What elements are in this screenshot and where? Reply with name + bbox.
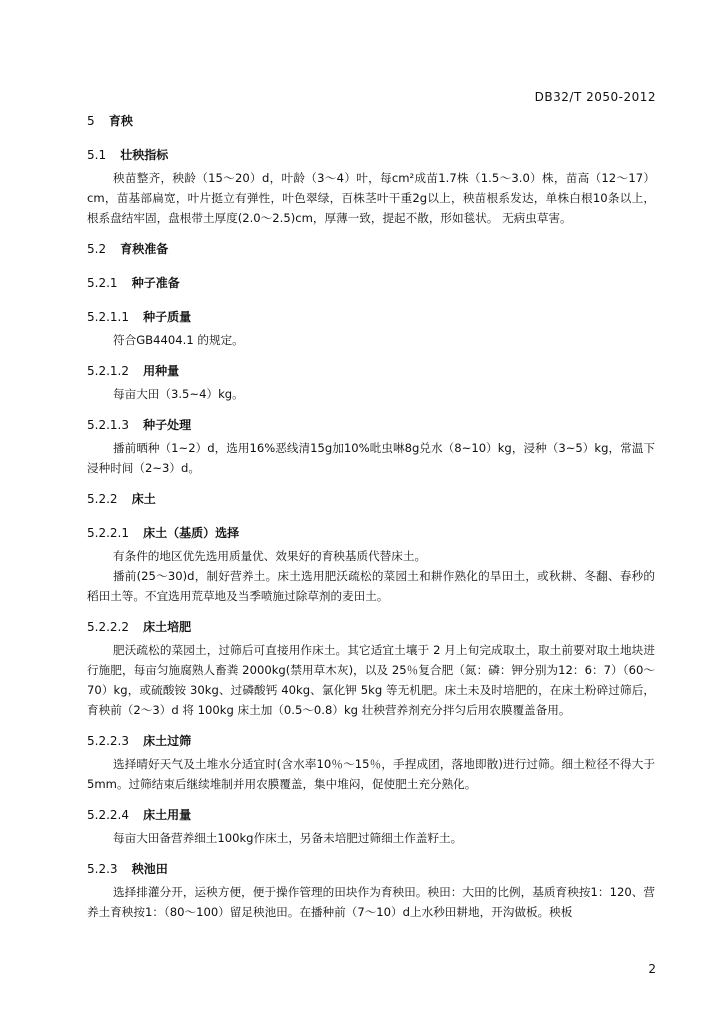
section-5-2-1-1-heading bbox=[87, 308, 655, 330]
section-5-heading bbox=[87, 112, 655, 134]
paragraph: 肥沃疏松的菜园土，过筛后可直接用作床土。其它适宜土壤于 2 月上旬完成取土，取土前要对取土地块进行施肥，每亩匀施腐熟人畜粪 2000kg(禁用草木灰)，以及 25％复合肥（氮：磷：钾分别为12：6：7）（60～70）kg，或硫酸铵 30kg、过磷酸钙 40kg、氯化钾 5kg 等无机肥。床土未及时培肥的，在床土粉碎过筛后，育秧前（2～3）d 将 100kg 床土加（0.5～0.8）kg 壮秧营养剂充分拌匀后用农膜覆盖备用。 bbox=[87, 643, 655, 717]
paragraph: 秧苗整齐，秧龄（15～20）d，叶龄（3～4）叶，每cm²成苗1.7株（1.5～3.0）株，苗高（12～17）cm，苗基部扁宽，叶片挺立有弹性，叶色翠绿，百株茎叶干重2g以上，秧苗根系发达，单株白根10条以上，根系盘结牢固，盘根带土厚度(2.0～2.5)cm，厚薄一致，提起不散，形如毯状。 无病虫草害。 bbox=[87, 171, 655, 225]
section-5-2-heading bbox=[87, 240, 655, 262]
section-title: 秧池田 bbox=[131, 862, 168, 876]
section-number: 5.2 bbox=[87, 242, 107, 256]
section-number: 5.2.2 bbox=[87, 492, 118, 506]
section-5-2-2-heading bbox=[87, 490, 655, 512]
section-number: 5.2.1.3 bbox=[87, 418, 129, 432]
section-title: 床土过筛 bbox=[143, 734, 192, 748]
section-5-2-2-3-heading bbox=[87, 732, 655, 754]
section-number: 5.2.2.1 bbox=[87, 526, 129, 540]
section-title: 床土培肥 bbox=[143, 620, 192, 634]
section-5-2-2-2-heading bbox=[87, 618, 655, 640]
section-title: 育秧 bbox=[108, 114, 133, 128]
paragraph: 播前晒种（1~2）d，选用16%恶线清15g加10%吡虫啉8g兑水（8~10）kg，浸种（3~5）kg，常温下浸种时间（2~3）d。 bbox=[87, 441, 655, 475]
paragraph: 符合GB4404.1 的规定。 bbox=[113, 333, 244, 347]
document-code: DB32/T 2050-2012 bbox=[534, 90, 656, 104]
paragraph: 每亩大田（3.5~4）kg。 bbox=[113, 387, 244, 401]
section-title: 种子质量 bbox=[143, 310, 192, 324]
paragraph: 选择排灌分开，运秧方便，便于操作管理的田块作为育秧田。秧田：大田的比例，基质育秧按1：120、营养土育秧按1：（80～100）留足秧池田。在播种前（7～10）d上水秒田耕地，开沟做板。秧板 bbox=[87, 885, 655, 919]
section-title: 种子准备 bbox=[131, 276, 180, 290]
paragraph: 每亩大田备营养细土100kg作床土，另备未培肥过筛细土作盖籽土。 bbox=[113, 831, 463, 845]
paragraph: 有条件的地区优先选用质量优、效果好的育秧基质代替床土。 bbox=[113, 549, 427, 563]
section-number: 5.2.2.4 bbox=[87, 808, 129, 822]
section-number: 5.1 bbox=[87, 148, 107, 162]
section-title: 种子处理 bbox=[143, 418, 192, 432]
section-title: 育秧准备 bbox=[120, 242, 169, 256]
section-number: 5.2.2.2 bbox=[87, 620, 129, 634]
paragraph: 选择晴好天气及土堆水分适宜时(含水率10％～15％，手捏成团，落地即散)进行过筛。细土粒径不得大于5mm。过筛结束后继续堆制并用农膜覆盖，集中堆闷，促使肥土充分熟化。 bbox=[87, 757, 655, 791]
section-number: 5.2.1.2 bbox=[87, 364, 129, 378]
section-5-2-2-1-heading bbox=[87, 524, 655, 546]
section-number: 5.2.3 bbox=[87, 862, 118, 876]
section-title: 壮秧指标 bbox=[120, 148, 169, 162]
section-5-2-1-heading bbox=[87, 274, 655, 296]
page-number: 2 bbox=[648, 962, 656, 976]
section-title: 床土（基质）选择 bbox=[143, 526, 240, 540]
section-5-2-1-3-heading bbox=[87, 416, 655, 438]
section-title: 用种量 bbox=[143, 364, 180, 378]
paragraph: 播前(25～30)d，制好营养土。床土选用肥沃疏松的菜园土和耕作熟化的旱田土，或秋耕、冬翻、春秒的稻田土等。不宜选用荒草地及当季喷施过除草剂的麦田土。 bbox=[87, 569, 655, 603]
section-title: 床土 bbox=[131, 492, 156, 506]
section-5-2-1-2-heading bbox=[87, 362, 655, 384]
section-number: 5.2.1 bbox=[87, 276, 118, 290]
document-body bbox=[87, 112, 655, 934]
section-5-2-3-heading bbox=[87, 860, 655, 882]
section-number: 5.2.1.1 bbox=[87, 310, 129, 324]
section-5-2-2-4-heading bbox=[87, 806, 655, 828]
section-5-1-heading bbox=[87, 146, 655, 168]
section-number: 5 bbox=[87, 114, 95, 128]
section-number: 5.2.2.3 bbox=[87, 734, 129, 748]
section-title: 床土用量 bbox=[143, 808, 192, 822]
